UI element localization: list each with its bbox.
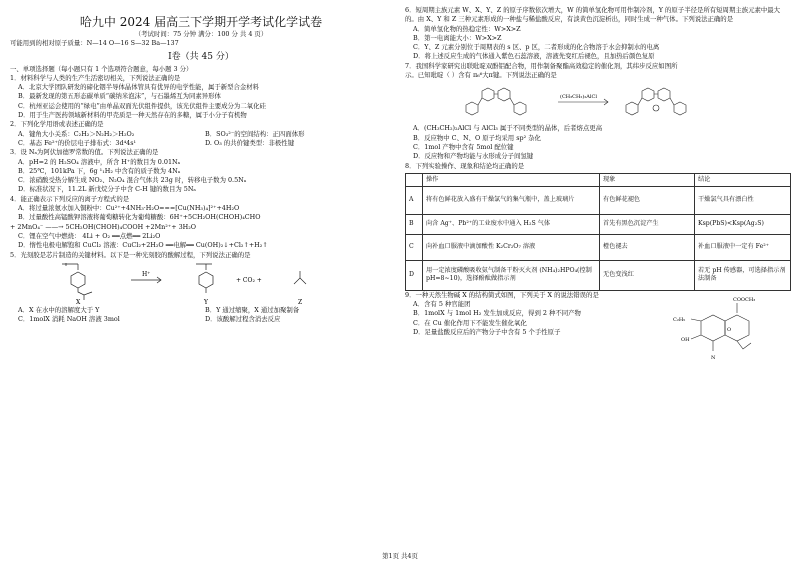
- question-7: [405, 62, 791, 162]
- q1-option-b: B．最新发现的第五形态碳单质“碳纳米泡沫”，与石墨烯互为同素异形体: [18, 92, 221, 101]
- q4-option-b1: B．过量酸性高锰酸钾溶液将葡萄糖转化为葡萄糖酸：6H⁺+5CH₂OH(CHOH)₄CHO: [18, 213, 261, 222]
- section-title: I卷（共 45 分）: [168, 51, 234, 62]
- question-2: [10, 120, 392, 148]
- q5-option-b: B．Y 通过缩聚，X 通过加聚制备: [205, 305, 300, 314]
- q7-reaction-figure: [405, 80, 791, 124]
- q1-option-c: C．杭州亚运会使用的“绿电”由单晶双面光伏组件提供，该光伏组件主要成分为二氧化硅: [18, 101, 266, 110]
- table-cell: 有色鲜花褪色: [600, 186, 695, 214]
- q7-option-b: B．反应物中 C、N、O 原子均采用 sp² 杂化: [413, 133, 541, 142]
- table-cell: 将有色鲜花放入盛有干燥氯气的集气瓶中，盖上玻璃片: [423, 186, 600, 214]
- q4-stem: 4．能正确表示下列反应的离子方程式的是: [10, 194, 130, 203]
- table-cell: 橙色褪去: [600, 234, 695, 260]
- q2-options-cd: [10, 139, 392, 148]
- q9-label-n: N: [711, 354, 716, 361]
- q2-option-a: A．键角大小关系：C₂H₂＞N₂H₂＞H₂O₂: [18, 129, 135, 138]
- question-1: [10, 74, 392, 120]
- q4-option-d: D．惰性电极电解饱和 CuCl₂ 溶液：CuCl₂+2H₂O ══电解══ Cu(OH)₂↓+Cl₂↑+H₂↑: [18, 241, 268, 250]
- q9-label-cooch3: COOCH₃: [733, 296, 756, 303]
- table-cell: B: [406, 214, 423, 234]
- q3-option-d: D．标准状况下，11.2L 新戊烷分子中含 C-H 键的数目为 5Nₐ: [18, 185, 196, 194]
- q1-option-a: A．北京大学团队研发的碲化铟半导体晶体管具有优异的电学性能，属于新型合金材料: [18, 83, 260, 92]
- question-6: [405, 6, 791, 62]
- aluminum-complex-diagram: [448, 80, 748, 124]
- q2-option-d: D. O₃ 的共价键类型：非极性键: [205, 138, 295, 147]
- question-3: [10, 148, 392, 194]
- q7-option-d: D．反应物和产物均能与水形成分子间氢键: [413, 152, 534, 161]
- q5-option-c: C．1molX 消耗 NaOH 溶液 3mol: [18, 315, 120, 324]
- question-9: [405, 290, 791, 361]
- q8-experiment-table: [405, 173, 791, 291]
- q5-label-x: X: [76, 298, 81, 306]
- q9-option-b: B．1molX 与 1mol H₂ 发生加成反应，得到 2 种不同产物: [413, 309, 581, 318]
- table-row: [406, 214, 791, 234]
- q5-co2: + CO₂ +: [236, 276, 262, 284]
- table-header-cell: 结论: [695, 173, 791, 186]
- q7-option-a: A．(CH₃CH₂)₂AlCl 与 AlCl₃ 属于不同类型的晶体，后者熔点更高: [413, 124, 603, 133]
- q2-stem: 2．下列化学用语或表述正确的是: [10, 120, 104, 129]
- left-column: [10, 6, 392, 324]
- question-8: [405, 162, 791, 291]
- q6-option-b: B．第一电离能大小：W>X>Z: [413, 33, 502, 42]
- q5-options-cd: [10, 315, 392, 324]
- q9-option-d: D．足量盐酸反应后的产物分子中含有 5 个手性原子: [413, 328, 561, 337]
- q2-options-ab: [10, 130, 392, 139]
- q9-label-oh: OH: [681, 336, 690, 343]
- q5-reaction-figure: [10, 260, 392, 306]
- q4-option-c: C．锂在空气中燃烧： 4Li + O₂ ══点燃══ 2Li₂O: [18, 231, 161, 240]
- table-cell: A: [406, 186, 423, 214]
- q5-option-a: A．X 在水中的溶解度大于 Y: [18, 305, 100, 314]
- q5-options-ab: [10, 306, 392, 315]
- section-instruction: 一、单项选择题（每小题只有 1 个选项符合题意，每小题 3 分）: [10, 64, 193, 73]
- table-cell: 向含 Ag⁺、Pb²⁺的工业废水中通入 H₂S 气体: [423, 214, 600, 234]
- q3-option-a: A．pH=2 的 H₂SO₄ 溶液中，所含 H⁺的数目为 0.01Nₐ: [18, 157, 181, 166]
- q6-option-c: C．Y、Z 元素分别位于周期表的 s 区、p 区，二者形成的化合物溶于水会抑制水的电离: [413, 43, 660, 52]
- q9-option-c: C．在 Cu 催化作用下不能发生催化氧化: [413, 318, 527, 327]
- q3-stem: 3．设 Nₐ为阿伏加德罗常数的值。下列说法正确的是: [10, 148, 159, 157]
- table-cell: 若无 pH 传感器，可选择指示剂法制备: [695, 260, 791, 290]
- q2-option-b: B．SO₃²⁻的空间结构：正四面体形: [205, 129, 305, 138]
- q7-reagent: (CH₃CH₂)₂AlCl: [560, 94, 597, 101]
- table-row: [406, 234, 791, 260]
- table-header-cell: 操作: [423, 173, 600, 186]
- alkaloid-structure-diagram: [667, 293, 785, 363]
- q9-label-c2h5: C₂H₅: [673, 316, 686, 323]
- table-cell: 无色变浅红: [600, 260, 695, 290]
- q6-option-a: A．简单氢化物的热稳定性：W>X>Z: [413, 24, 521, 33]
- table-cell: 向补血口服液中滴加酸性 K₂Cr₂O₇ 溶液: [423, 234, 600, 260]
- question-4: [10, 195, 392, 251]
- q7-stem: 7．我国科学家研究出联吡啶双酚铝配合物，用作制备聚酯高效稳定的催化剂，其纬步反应如图所: [405, 61, 678, 70]
- q6-stem: 6．短周期主族元素 W、X、Y、Z 的原子序数依次增大，W 的简单氢化物可用作制冷剂，Y 的原子半径是所有短周期主族元素中最大的。由 X、Y 和 Z 三种元素形成的一种盐与稀盐酸反应，有淡黄色沉淀析出，同时生成一种气体。下列说法正确的是: [405, 6, 781, 24]
- q5-label-y: Y: [204, 298, 208, 306]
- q2-option-c: C．基态 Fe²⁺的价层电子排布式：3d⁴4s¹: [18, 138, 137, 147]
- right-column: [405, 6, 791, 361]
- q8-stem: 8．下列实验操作、现象和结论均正确的是: [405, 161, 525, 170]
- q5-option-d: D．该酸解过程含消去反应: [205, 315, 281, 324]
- q4-option-a: A．将过量浓氨水加入铜粉中：Cu²⁺+4NH₃·H₂O===[Cu(NH₃)₄]²⁺+4H₂O: [18, 204, 240, 213]
- table-header-cell: [406, 173, 423, 186]
- q6-option-d: D．将上述反应生成的气体通入紫色石蕊溶液，溶液先变红后褪色，且加热后颜色复原: [413, 52, 655, 61]
- atomic-masses: 可能用到的相对原子质量：N—14 O—16 S—32 Ba—137: [10, 39, 179, 48]
- q1-stem: 1．材料科学与人类的生产生活密切相关，下列说法正确的是: [10, 73, 181, 82]
- table-header-cell: 现象: [600, 173, 695, 186]
- q3-option-c: C．浓硝酸受热分解生成 NO₂、N₂O₄ 混合气体共 23g 时，转移电子数为 0.5Nₐ: [18, 176, 247, 185]
- photoresist-reaction-diagram: [36, 260, 366, 306]
- q7-option-c: C．1mol 产物中含有 5mol 配位键: [413, 142, 514, 151]
- table-cell: 补血口服液中一定有 Fe²⁺: [695, 234, 791, 260]
- q5-stem: 5．光刻胶是芯片制造的关键材料。以下是一种光刻胶的酸解过程，下列说法正确的是: [10, 250, 251, 259]
- table-cell: C: [406, 234, 423, 260]
- q9-option-a: A．含有 5 种官能团: [413, 300, 471, 309]
- table-cell: 首先有黑色沉淀产生: [600, 214, 695, 234]
- q4-option-b2: + 2MnO₄⁻ ——→ 5CH₂OH(CHOH)₄COOH +2Mn²⁺+ 3H₂O: [10, 222, 197, 231]
- q9-label-o: O: [727, 326, 732, 333]
- exam-title: 哈九中 2024 届高三下学期开学考试化学试卷: [79, 15, 323, 29]
- table-row: [406, 186, 791, 214]
- q5-label-z: Z: [298, 298, 303, 306]
- table-header-row: [406, 173, 791, 186]
- page-footer: 第1页 共4页: [382, 552, 418, 560]
- exam-info: （考试时间：75 分钟 满分：100 分 共 4 页）: [134, 30, 268, 38]
- q1-option-d: D．用于生产医药领域新材料的甲壳质是一种天然存在的多糖，属于小分子有机物: [18, 111, 247, 120]
- q7-stem-2: 示。已知吡啶（ ）含有 π₆⁶大π键。下列说法正确的是: [405, 71, 557, 80]
- q5-reagent: H⁺: [142, 270, 151, 278]
- question-5: [10, 251, 392, 325]
- table-cell: 用一定浓度磷酸吸收氨气制备干粉灭火剂 (NH₄)₂HPO₄(控制 pH=8~10)，选择酚酞做指示剂: [423, 260, 600, 290]
- table-cell: D: [406, 260, 423, 290]
- table-cell: Ksp(PbS)<Ksp(Ag₂S): [695, 214, 791, 234]
- q9-stem: 9．一种天然生物碱 X 的结构简式如图，下列关于 X 的说法错误的是: [405, 290, 599, 299]
- table-cell: 干燥氯气具有漂白性: [695, 186, 791, 214]
- q3-option-b: B．25℃，101kPa 下，6g ¹₁H₂ 中含有的质子数为 4Nₐ: [18, 166, 181, 175]
- table-row: [406, 260, 791, 290]
